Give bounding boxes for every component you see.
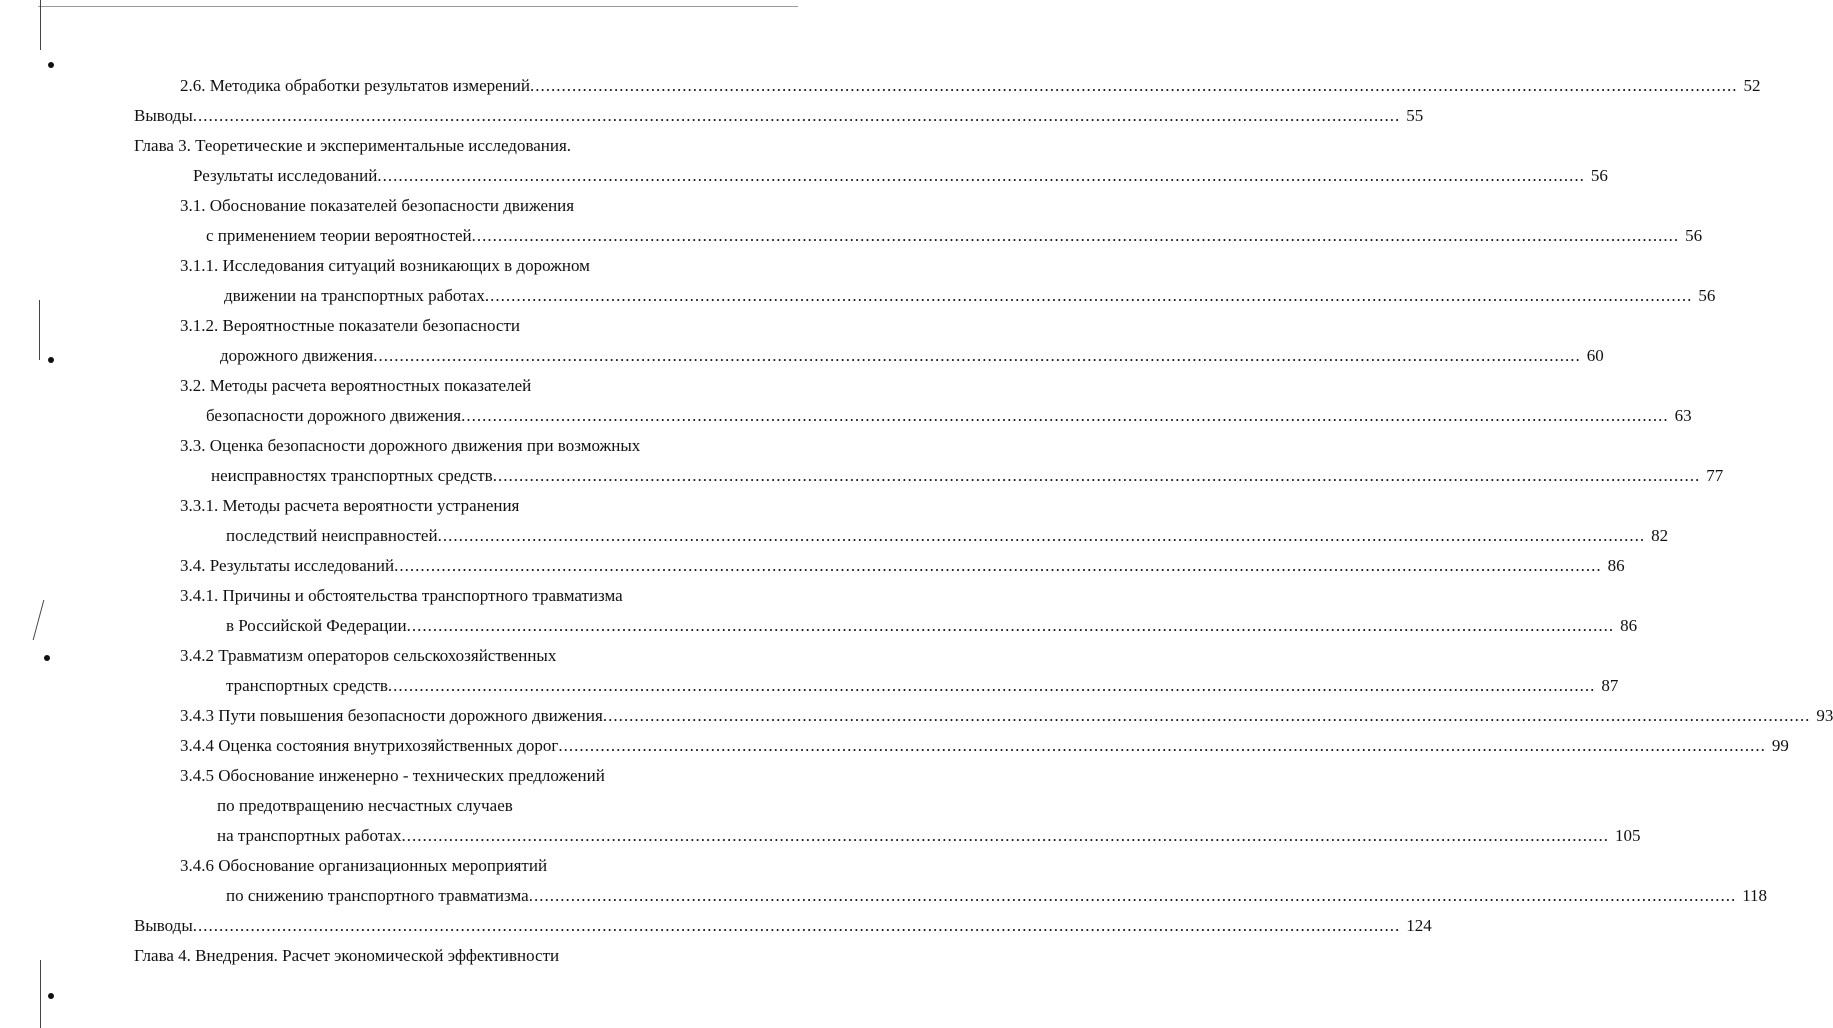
toc-entry-title: 3.1. Обоснование показателей безопасности движения: [180, 196, 575, 215]
toc-leader-dots: ......................................................................................................................................................................................................................................: [461, 406, 1669, 425]
toc-page-number: 55: [1406, 106, 1424, 125]
toc-page-number: 63: [1674, 406, 1692, 425]
toc-page-number: 87: [1601, 676, 1619, 695]
toc-chapter-heading: Глава 3. Теоретические и экспериментальные исследования.: [134, 136, 572, 155]
toc-leader-dots: ......................................................................................................................................................................................................................................: [192, 106, 1401, 125]
toc-entry-title: 3.3.1. Методы расчета вероятности устранения: [180, 496, 520, 515]
toc-page-number: 56: [1685, 226, 1703, 245]
toc-entry-title: 3.4. Результаты исследований: [180, 556, 395, 575]
toc-leader-dots: ......................................................................................................................................................................................................................................: [192, 916, 1401, 935]
toc-entry-title: последствий неисправностей: [226, 526, 438, 545]
toc-page-number: 99: [1771, 736, 1789, 755]
toc-entry: [226, 676, 1619, 696]
toc-page-number: 77: [1706, 466, 1724, 485]
toc-entry: [193, 166, 1608, 186]
toc-page-number: 118: [1742, 886, 1768, 905]
toc-page-number: 86: [1620, 616, 1638, 635]
toc-entry: [180, 706, 1833, 726]
toc-entry: [211, 466, 1724, 486]
toc-leader-dots: ......................................................................................................................................................................................................................................: [406, 616, 1615, 635]
toc-entry-title: по предотвращению несчастных случаев: [217, 796, 513, 815]
toc-chapter-heading: Глава 4. Внедрения. Расчет экономической эффективности: [134, 946, 560, 965]
toc-page-number: 56: [1698, 286, 1716, 305]
toc-entry-title: безопасности дорожного движения: [206, 406, 462, 425]
toc-leader-dots: ......................................................................................................................................................................................................................................: [394, 556, 1602, 575]
toc-entry-title: 3.4.3 Пути повышения безопасности дорожного движения: [180, 706, 603, 725]
toc-entry-title: движении на транспортных работах: [224, 286, 485, 305]
toc-page-number: 82: [1651, 526, 1669, 545]
toc-entry: [180, 736, 1789, 756]
toc-entry-title: 3.1.1. Исследования ситуаций возникающих в дорожном: [180, 256, 590, 275]
toc-entry-title: 3.2. Методы расчета вероятностных показателей: [180, 376, 532, 395]
toc-entry-title: Выводы: [134, 916, 193, 935]
toc-entry: [220, 346, 1604, 366]
toc-entry-title: 3.4.4 Оценка состояния внутрихозяйственных дорог: [180, 736, 559, 755]
toc-leader-dots: ......................................................................................................................................................................................................................................: [401, 826, 1609, 845]
toc-entry: [206, 406, 1692, 426]
toc-entry-title: неисправностях транспортных средств: [211, 466, 493, 485]
toc-page-number: 124: [1406, 916, 1432, 935]
toc-entry-title: 3.3. Оценка безопасности дорожного движения при возможных: [180, 436, 641, 455]
toc-leader-dots: ......................................................................................................................................................................................................................................: [373, 346, 1581, 365]
binder-hole-dot: [48, 62, 54, 68]
binding-margin-line: [33, 600, 45, 640]
top-rule: [38, 6, 798, 7]
toc-entry-title: по снижению транспортного травматизма: [226, 886, 529, 905]
toc-leader-dots: ......................................................................................................................................................................................................................................: [377, 166, 1585, 185]
toc-page-number: 52: [1743, 76, 1761, 95]
toc-entry: [134, 916, 1432, 936]
toc-leader-dots: ......................................................................................................................................................................................................................................: [530, 76, 1738, 95]
toc-leader-dots: ......................................................................................................................................................................................................................................: [387, 676, 1596, 695]
toc-entry-title: 2.6. Методика обработки результатов измерений: [180, 76, 530, 95]
toc-entry-title: в Российской Федерации: [226, 616, 407, 635]
toc-entry-title: 3.1.2. Вероятностные показатели безопасности: [180, 316, 520, 335]
toc-entry: [226, 616, 1638, 636]
binding-margin-line: [39, 300, 40, 360]
binder-hole-dot: [48, 993, 54, 999]
toc-entry-title: Выводы: [134, 106, 193, 125]
toc-entry: [134, 106, 1424, 126]
toc-page-number: 60: [1586, 346, 1604, 365]
toc-entry: [180, 556, 1625, 576]
toc-page-number: 86: [1607, 556, 1625, 575]
toc-leader-dots: ......................................................................................................................................................................................................................................: [528, 886, 1737, 905]
toc-entry-title: транспортных средств: [226, 676, 388, 695]
toc-entry: [224, 286, 1716, 306]
toc-entry-title: на транспортных работах: [217, 826, 402, 845]
toc-entry: [226, 526, 1669, 546]
toc-entry: [206, 226, 1703, 246]
toc-leader-dots: ......................................................................................................................................................................................................................................: [471, 226, 1680, 245]
toc-entry-title: 3.4.1. Причины и обстоятельства транспортного травматизма: [180, 586, 623, 605]
toc-leader-dots: ......................................................................................................................................................................................................................................: [602, 706, 1811, 725]
binding-margin-line: [40, 0, 41, 50]
toc-entry: [217, 826, 1641, 846]
toc-entry: [180, 76, 1761, 96]
binder-hole-dot: [44, 655, 50, 661]
toc-page-number: 56: [1590, 166, 1608, 185]
toc-leader-dots: ......................................................................................................................................................................................................................................: [437, 526, 1646, 545]
toc-entry: [226, 886, 1768, 906]
toc-entry-title: 3.4.5 Обоснование инженерно - технических предложений: [180, 766, 605, 785]
toc-entry-title: Результаты исследований: [193, 166, 378, 185]
toc-entry-title: 3.4.2 Травматизм операторов сельскохозяйственных: [180, 646, 557, 665]
toc-entry-title: 3.4.6 Обоснование организационных мероприятий: [180, 856, 548, 875]
toc-page-number: 93: [1816, 706, 1833, 725]
binder-hole-dot: [48, 357, 54, 363]
toc-leader-dots: ......................................................................................................................................................................................................................................: [484, 286, 1693, 305]
toc-leader-dots: ......................................................................................................................................................................................................................................: [558, 736, 1766, 755]
toc-page-number: 105: [1614, 826, 1641, 845]
toc-leader-dots: ......................................................................................................................................................................................................................................: [492, 466, 1701, 485]
toc-entry-title: дорожного движения: [220, 346, 374, 365]
toc-entry-title: с применением теории вероятностей: [206, 226, 472, 245]
binding-margin-line: [40, 960, 41, 1028]
